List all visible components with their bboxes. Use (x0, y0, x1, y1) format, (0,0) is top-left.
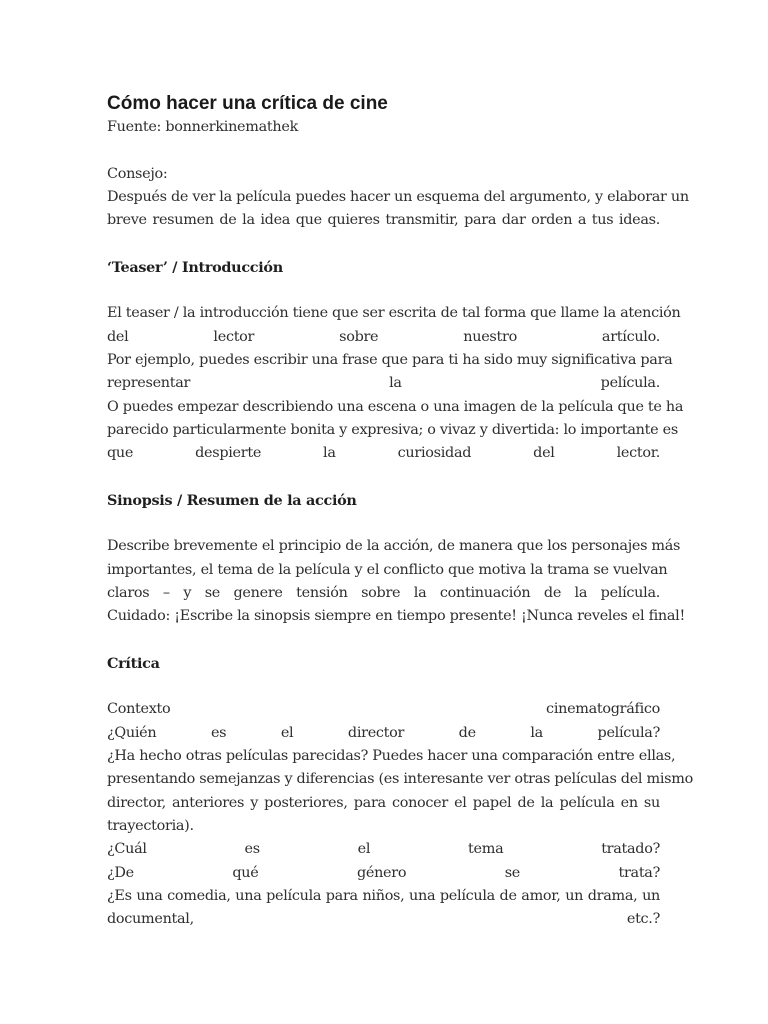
sinopsis-line: claros – y se genere tensión sobre la continuación de la película. (107, 584, 660, 601)
critica-line: ¿Es una comedia, una película para niños, una película de amor, un drama, un (107, 887, 660, 904)
critica-line: ¿Ha hecho otras películas parecidas? Puedes hacer una comparación entre ellas, (107, 748, 676, 765)
critica-line: ¿Quién es el director de la película? (107, 724, 660, 741)
critica-section (107, 652, 693, 932)
critica-line: documental, etc.? (107, 911, 660, 928)
teaser-line: O puedes empezar describiendo una escena o una imagen de la película que te ha (107, 398, 684, 415)
spacer (107, 465, 660, 488)
sinopsis-line: Cuidado: ¡Escribe la sinopsis siempre en tiempo presente! ¡Nunca reveles el final! (107, 608, 685, 625)
spacer (107, 675, 660, 698)
critica-line: presentando semejanzas y diferencias (es interesante ver otras películas del mismo (107, 771, 693, 788)
consejo-section (107, 163, 689, 233)
spacer (107, 279, 660, 302)
document-title: Cómo hacer una crítica de cine (107, 93, 388, 114)
teaser-line: del lector sobre nuestro artículo. (107, 328, 660, 345)
critica-line: director, anteriores y posteriores, para conocer el papel de la película en su (107, 794, 660, 811)
spacer (107, 232, 660, 255)
critica-line: ¿Cuál es el tema tratado? (107, 841, 660, 858)
teaser-line: representar la película. (107, 375, 660, 392)
teaser-line: que despierte la curiosidad del lector. (107, 445, 660, 462)
critica-line: trayectoria). (107, 817, 194, 834)
consejo-line: Después de ver la película puedes hacer un esquema del argumento, y elaborar un (107, 188, 689, 205)
teaser-line: parecido particularmente bonita y expresiva; o vivaz y divertida: lo importante es (107, 421, 678, 438)
teaser-section (107, 256, 684, 466)
critica-line: Contexto cinematográfico (107, 701, 660, 718)
teaser-line: El teaser / la introducción tiene que ser escrita de tal forma que llame la atención (107, 305, 681, 322)
sinopsis-heading: Sinopsis / Resumen de la acción (107, 491, 357, 509)
consejo-label: Consejo: (107, 165, 168, 182)
teaser-heading: ‘Teaser’ / Introducción (107, 258, 283, 276)
spacer (107, 139, 660, 162)
consejo-line: breve resumen de la idea que quieres transmitir, para dar orden a tus ideas. (107, 212, 660, 229)
sinopsis-line: importantes, el tema de la película y el conflicto que motiva la trama se vuelvan (107, 561, 668, 578)
spacer (107, 629, 660, 652)
sinopsis-section (107, 489, 685, 629)
critica-line: ¿De qué género se trata? (107, 864, 660, 881)
critica-heading: Crítica (107, 654, 160, 672)
teaser-line: Por ejemplo, puedes escribir una frase que para ti ha sido muy significativa para (107, 351, 673, 368)
spacer (107, 512, 660, 535)
sinopsis-line: Describe brevemente el principio de la acción, de manera que los personajes más (107, 538, 681, 555)
source-line: Fuente: bonnerkinemathek (107, 119, 298, 135)
document-page (107, 92, 693, 931)
